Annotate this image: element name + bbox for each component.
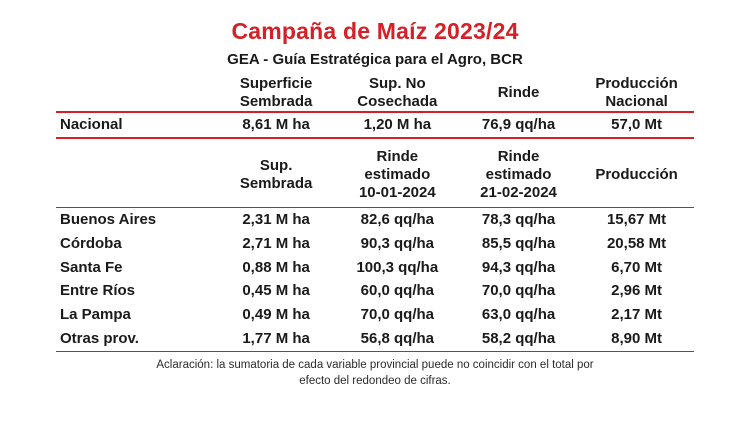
header-cell-produccion-nacional	[579, 74, 694, 112]
header-line: estimado	[364, 165, 431, 183]
row-label-entre-rios: Entre Ríos	[60, 282, 136, 300]
row-label-cordoba: Córdoba	[60, 234, 122, 252]
footnote-line-2: efecto del redondeo de cifras.	[299, 375, 451, 388]
header-line: Sembrada	[239, 174, 313, 192]
header-line: 10-01-2024	[358, 183, 436, 201]
table-row	[56, 327, 694, 351]
row-value: 2,71 M ha	[242, 234, 310, 252]
row-value: 0,49 M ha	[242, 306, 310, 324]
page-title: Campaña de Maíz 2023/24	[231, 18, 519, 44]
header-cell-blank	[56, 147, 216, 202]
row-value: 8,90 Mt	[579, 327, 694, 351]
header-cell-sup-sembrada	[216, 147, 337, 202]
row-value: 0,45 M ha	[242, 282, 310, 300]
spacer-row	[56, 139, 694, 147]
header-cell-produccion	[579, 147, 694, 202]
row-value: 85,5 qq/ha	[481, 234, 556, 252]
header-line: Cosechada	[357, 92, 438, 110]
table-row	[56, 303, 694, 327]
table-row	[56, 279, 694, 303]
row-value: 2,17 Mt	[611, 306, 662, 324]
row-label-buenos-aires: Buenos Aires	[60, 211, 157, 229]
header-cell-rinde-estimado-2	[458, 147, 579, 202]
national-summary-table	[56, 74, 694, 139]
row-label-la-pampa: La Pampa	[60, 306, 131, 324]
header-row	[56, 147, 694, 202]
footnote	[56, 357, 694, 390]
header-cell-rinde-estimado-1	[337, 147, 458, 202]
spacer-cell	[579, 139, 694, 147]
national-table-body	[56, 112, 694, 138]
row-value: 20,58 Mt	[606, 234, 667, 252]
row-value: 100,3 qq/ha	[356, 258, 439, 276]
row-value: 70,0 qq/ha	[481, 282, 556, 300]
header-line: Rinde	[376, 148, 419, 166]
header-line: Superficie	[239, 75, 313, 92]
table-row	[56, 208, 694, 232]
header-line: Sup.	[259, 156, 293, 174]
row-value: 78,3 qq/ha	[481, 211, 556, 229]
header-line: Nacional	[605, 92, 668, 110]
row-value: 90,3 qq/ha	[360, 234, 434, 252]
row-value: 76,9 qq/ha	[458, 112, 579, 138]
row-value: 60,0 qq/ha	[360, 282, 434, 300]
table-row	[56, 256, 694, 280]
provinces-table-body	[56, 208, 694, 352]
row-label-santa-fe: Santa Fe	[60, 258, 123, 276]
header-line: Rinde	[497, 83, 540, 101]
row-value: 58,2 qq/ha	[458, 327, 579, 351]
header-line: Producción	[595, 75, 678, 92]
provinces-table	[56, 139, 694, 352]
header-line: Sembrada	[239, 92, 313, 110]
table-row	[56, 112, 694, 138]
row-value: 2,96 Mt	[611, 282, 662, 300]
row-value: 0,88 M ha	[242, 258, 310, 276]
spacer-cell	[56, 139, 216, 147]
page-subtitle: GEA - Guía Estratégica para el Agro, BCR	[227, 51, 523, 68]
row-value: 15,67 Mt	[606, 211, 667, 229]
row-value: 6,70 Mt	[611, 258, 662, 276]
header-line: estimado	[485, 165, 552, 183]
footnote-line-1: Aclaración: la sumatoria de cada variable provincial puede no coincidir con el total por	[156, 358, 594, 371]
national-table-header	[56, 74, 694, 112]
spacer-cell	[458, 139, 579, 147]
row-value: 82,6 qq/ha	[360, 211, 434, 229]
spacer-cell	[216, 139, 337, 147]
header-line: 21-02-2024	[480, 183, 557, 201]
spacer-cell	[337, 139, 458, 147]
header-line: Producción	[595, 165, 678, 183]
row-label-nacional: Nacional	[56, 112, 216, 138]
row-value: 94,3 qq/ha	[481, 258, 556, 276]
row-value: 2,31 M ha	[242, 211, 310, 229]
row-value: 8,61 M ha	[216, 112, 337, 138]
row-value: 1,77 M ha	[216, 327, 337, 351]
header-cell-blank	[56, 74, 216, 112]
header-cell-rinde	[458, 74, 579, 112]
header-line: Sup. No	[368, 75, 426, 92]
table-row	[56, 232, 694, 256]
header-line: Rinde	[497, 148, 540, 166]
row-value: 1,20 M ha	[337, 112, 458, 138]
header-cell-superficie-sembrada	[216, 74, 337, 112]
header-row	[56, 74, 694, 112]
row-value: 70,0 qq/ha	[360, 306, 434, 324]
provinces-table-header	[56, 139, 694, 208]
row-value: 63,0 qq/ha	[481, 306, 556, 324]
header-cell-sup-no-cosechada	[337, 74, 458, 112]
row-value: 56,8 qq/ha	[337, 327, 458, 351]
row-value: 57,0 Mt	[579, 112, 694, 138]
row-label-otras-prov: Otras prov.	[56, 327, 216, 351]
